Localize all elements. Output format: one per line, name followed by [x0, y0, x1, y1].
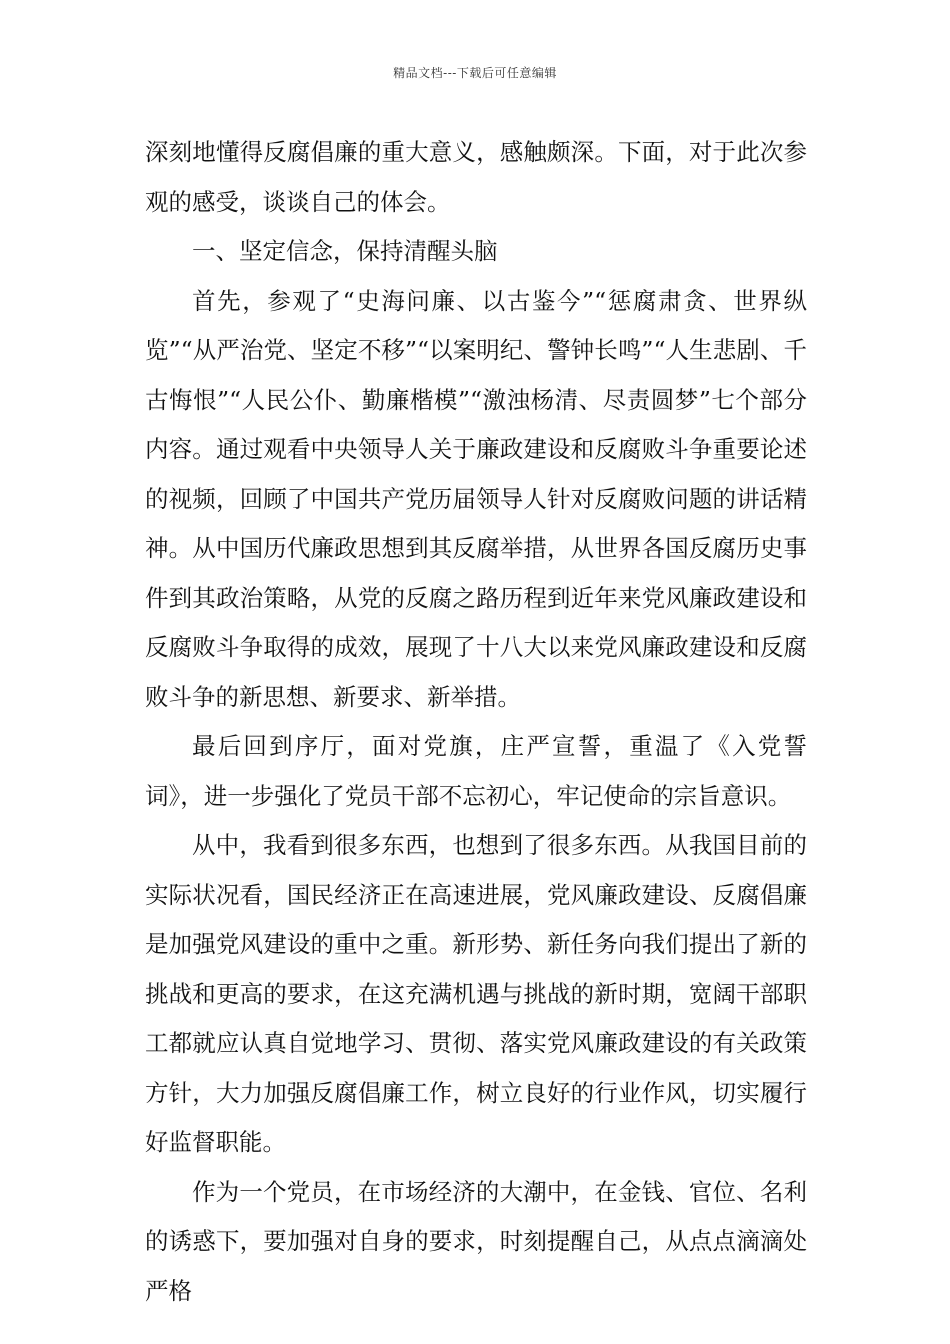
section-heading: 一、坚定信念，保持清醒头脑 [192, 237, 498, 265]
document-body [145, 128, 807, 1316]
paragraph-intro: 深刻地懂得反腐倡廉的重大意义，感触颇深。下面，对于此次参观的感受，谈谈自己的体会。 [145, 138, 807, 216]
page-header: 精品文档---下载后可任意编辑 [393, 66, 557, 80]
paragraph-party-member: 作为一个党员，在市场经济的大潮中，在金钱、官位、名利的诱惑下，要加强对自身的要求，时刻提醒自己，从点点滴滴处严格 [145, 1177, 807, 1305]
paragraph-oath: 最后回到序厅，面对党旗，庄严宣誓，重温了《入党誓词》，进一步强化了党员干部不忘初心，牢记使命的宗旨意识。 [145, 732, 807, 810]
paragraph-reflection: 从中，我看到很多东西，也想到了很多东西。从我国目前的实际状况看，国民经济正在高速进展，党风廉政建设、反腐倡廉是加强党风建设的重中之重。新形势、新任务向我们提出了新的挑战和更高的要求，在这充满机遇与挑战的新时期，宽阔干部职工都就应认真自觉地学习、贯彻、落实党风廉政建设的有关政策方针，大力加强反腐倡廉工作，树立良好的行业作风，切实履行好监督职能。 [145, 831, 807, 1156]
paragraph-exhibition: 首先，参观了“史海问廉、以古鉴今”“惩腐肃贪、世界纵览”“从严治党、坚定不移”“以案明纪、警钟长鸣”“人生悲剧、千古悔恨”“人民公仆、勤廉楷模”“激浊杨清、尽责圆梦”七个部分内容。通过观看中央领导人关于廉政建设和反腐败斗争重要论述的视频，回顾了中国共产党历届领导人针对反腐败问题的讲话精神。从中国历代廉政思想到其反腐举措，从世界各国反腐历史事件到其政治策略，从党的反腐之路历程到近年来党风廉政建设和反腐败斗争取得的成效，展现了十八大以来党风廉政建设和反腐败斗争的新思想、新要求、新举措。 [145, 286, 807, 711]
